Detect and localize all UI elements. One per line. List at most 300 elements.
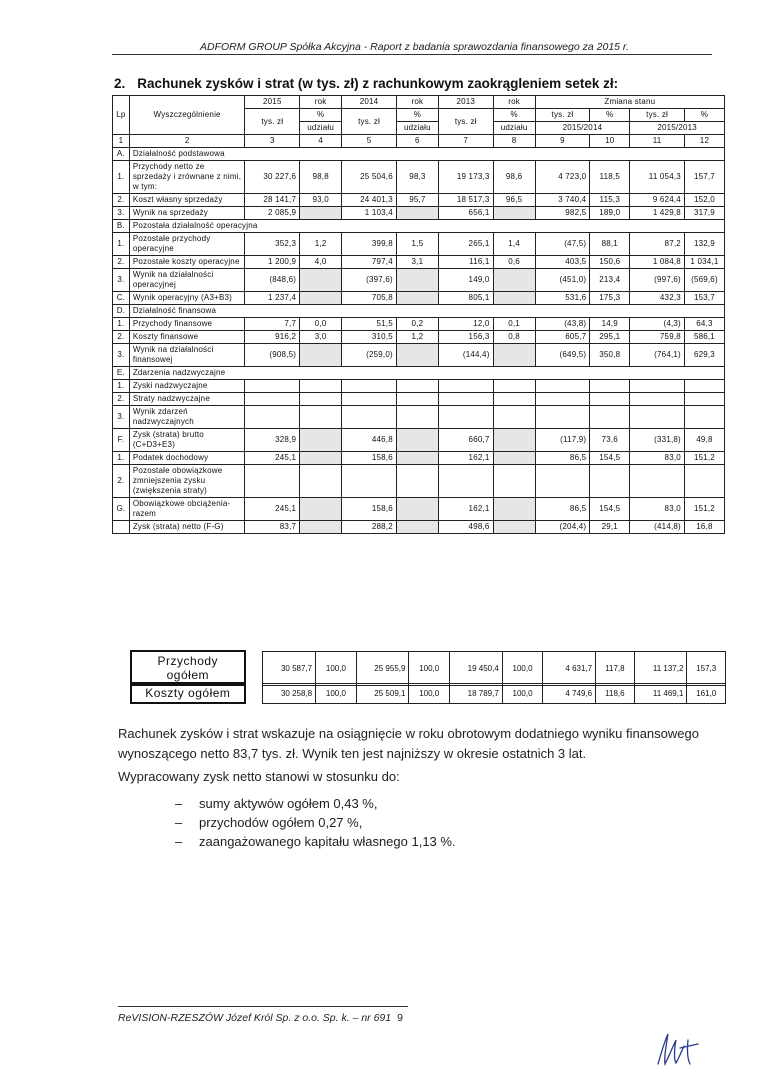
cell-value xyxy=(684,465,724,498)
cell-value: 158,6 xyxy=(342,452,397,465)
summary-value: 25 509,1 xyxy=(356,683,409,703)
cell-value: 1 034,1 xyxy=(684,256,724,269)
cell-value: 151,2 xyxy=(684,498,724,521)
summary-value: 11 137,2 xyxy=(634,651,687,685)
cell-value: 805,1 xyxy=(438,292,493,305)
cell-value: 28 141,7 xyxy=(245,194,300,207)
cell-value xyxy=(493,344,535,367)
column-number: 3 xyxy=(245,135,300,148)
cell-value: 19 173,3 xyxy=(438,161,493,194)
table-row xyxy=(113,318,725,331)
summary-value: 4 631,7 xyxy=(543,651,596,685)
cell-value: (451,0) xyxy=(535,269,590,292)
cell-value xyxy=(493,498,535,521)
cell-value xyxy=(245,393,300,406)
cell-value: 352,3 xyxy=(245,233,300,256)
table-row xyxy=(113,256,725,269)
row-lp: E. xyxy=(113,367,130,380)
cell-value: 1 200,9 xyxy=(245,256,300,269)
cell-value: (331,8) xyxy=(630,429,685,452)
summary-row xyxy=(131,683,726,703)
row-label: Pozostałe koszty operacyjne xyxy=(129,256,245,269)
row-label: Przychody netto ze sprzedaży i zrównane z nimi, w tym: xyxy=(129,161,245,194)
section-label: Działalność podstawowa xyxy=(129,148,724,161)
cell-value xyxy=(493,269,535,292)
cell-value: 12,0 xyxy=(438,318,493,331)
cell-value xyxy=(300,380,342,393)
table-row xyxy=(113,429,725,452)
cell-value xyxy=(300,452,342,465)
table-row xyxy=(113,233,725,256)
header-tys: tys. zł xyxy=(535,109,590,122)
header-rok: rok xyxy=(396,96,438,109)
list-item: – zaangażowanego kapitału własnego 1,13 %. xyxy=(175,834,456,849)
cell-value: 1 103,4 xyxy=(342,207,397,220)
footer-text: ReVISION-RZESZÓW Józef Król Sp. z o.o. Sp. k. – nr 691 xyxy=(118,1012,392,1024)
cell-value: 3,0 xyxy=(300,331,342,344)
table-row xyxy=(113,465,725,498)
cell-value: 87,2 xyxy=(630,233,685,256)
header-year-2015: 2015 xyxy=(245,96,300,109)
row-label: Koszt własny sprzedaży xyxy=(129,194,245,207)
section-row xyxy=(113,305,725,318)
cell-value xyxy=(590,380,630,393)
summary-value: 157,3 xyxy=(687,651,726,685)
cell-value: 118,5 xyxy=(590,161,630,194)
cell-value: 328,9 xyxy=(245,429,300,452)
cell-value: 1 084,8 xyxy=(630,256,685,269)
row-label: Obowiązkowe obciążenia-razem xyxy=(129,498,245,521)
cell-value xyxy=(342,380,397,393)
summary-value: 100,0 xyxy=(502,683,543,703)
cell-value: (117,9) xyxy=(535,429,590,452)
cell-value: 51,5 xyxy=(342,318,397,331)
row-lp: 1. xyxy=(113,380,130,393)
cell-value: (397,6) xyxy=(342,269,397,292)
summary-row xyxy=(131,651,726,685)
cell-value: 154,5 xyxy=(590,498,630,521)
paragraph-profit-ratio: Wypracowany zysk netto stanowi w stosunku do: xyxy=(118,769,400,784)
cell-value: 2 085,9 xyxy=(245,207,300,220)
cell-value: 317,9 xyxy=(684,207,724,220)
header-tys: tys. zł xyxy=(630,109,685,122)
row-lp: 3. xyxy=(113,269,130,292)
cell-value: 83,0 xyxy=(630,498,685,521)
cell-value: 64,3 xyxy=(684,318,724,331)
cell-value: 1 429,8 xyxy=(630,207,685,220)
list-item-text: zaangażowanego kapitału własnego 1,13 %. xyxy=(199,834,456,849)
cell-value xyxy=(493,207,535,220)
row-label: Przychody finansowe xyxy=(129,318,245,331)
cell-value xyxy=(300,521,342,534)
table-header xyxy=(113,96,725,148)
row-label: Pozostałe przychody operacyjne xyxy=(129,233,245,256)
cell-value: 151,2 xyxy=(684,452,724,465)
summary-value: 161,0 xyxy=(687,683,726,703)
row-label: Wynik na sprzedaży xyxy=(129,207,245,220)
cell-value xyxy=(493,292,535,305)
cell-value: 153,7 xyxy=(684,292,724,305)
summary-value: 118,6 xyxy=(596,683,635,703)
summary-value: 25 955,9 xyxy=(356,651,409,685)
row-lp: A. xyxy=(113,148,130,161)
cell-value xyxy=(493,380,535,393)
cell-value: 7,7 xyxy=(245,318,300,331)
column-number: 1 xyxy=(113,135,130,148)
cell-value xyxy=(535,393,590,406)
row-lp: 2. xyxy=(113,465,130,498)
summary-value: 18 789,7 xyxy=(450,683,503,703)
page-header: ADFORM GROUP Spółka Akcyjna - Raport z badania sprawozdania finansowego za 2015 r. xyxy=(200,41,629,53)
cell-value: 1,2 xyxy=(300,233,342,256)
header-description: Wyszczególnienie xyxy=(129,96,245,135)
column-number: 9 xyxy=(535,135,590,148)
cell-value: 132,9 xyxy=(684,233,724,256)
cell-value xyxy=(396,498,438,521)
cell-value: 4 723,0 xyxy=(535,161,590,194)
column-number: 4 xyxy=(300,135,342,148)
cell-value xyxy=(438,380,493,393)
cell-value xyxy=(300,429,342,452)
cell-value xyxy=(630,380,685,393)
cell-value: 629,3 xyxy=(684,344,724,367)
cell-value: 83,7 xyxy=(245,521,300,534)
header-rok: rok xyxy=(300,96,342,109)
summary-value: 100,0 xyxy=(316,683,357,703)
table-row xyxy=(113,207,725,220)
paragraph-net-result: Rachunek zysków i strat wskazuje na osiągnięcie w roku obrotowym dodatniego wyniku finansowego wynoszącego netto 83,7 tys. zł. Wynik ten jest najniższy w okresie ostatnich 3 lat. xyxy=(118,726,699,761)
list-item-text: sumy aktywów ogółem 0,43 %, xyxy=(199,796,378,811)
cell-value xyxy=(493,521,535,534)
cell-value xyxy=(396,429,438,452)
table-row xyxy=(113,521,725,534)
row-lp: 2. xyxy=(113,256,130,269)
list-item: – sumy aktywów ogółem 0,43 %, xyxy=(175,796,378,811)
cell-value xyxy=(535,380,590,393)
cell-value: 116,1 xyxy=(438,256,493,269)
cell-value: 152,0 xyxy=(684,194,724,207)
cell-value: 656,1 xyxy=(438,207,493,220)
cell-value xyxy=(493,429,535,452)
summary-costs-table xyxy=(130,682,726,704)
cell-value xyxy=(438,393,493,406)
cell-value xyxy=(493,393,535,406)
row-label: Zysk (strata) netto (F-G) xyxy=(129,521,245,534)
summary-value: 100,0 xyxy=(409,651,450,685)
cell-value xyxy=(300,292,342,305)
header-tys: tys. zł xyxy=(438,109,493,135)
cell-value: 0,8 xyxy=(493,331,535,344)
column-numbers-row xyxy=(113,135,725,148)
column-number: 10 xyxy=(590,135,630,148)
row-lp: F. xyxy=(113,429,130,452)
cell-value: 88,1 xyxy=(590,233,630,256)
summary-value: 11 469,1 xyxy=(634,683,687,703)
cell-value: 759,8 xyxy=(630,331,685,344)
summary-revenues-table xyxy=(130,650,726,686)
header-tys: tys. zł xyxy=(342,109,397,135)
cell-value xyxy=(396,393,438,406)
row-lp: 1. xyxy=(113,161,130,194)
cell-value: 158,6 xyxy=(342,498,397,521)
list-item: – przychodów ogółem 0,27 %, xyxy=(175,815,363,830)
column-number: 7 xyxy=(438,135,493,148)
section-label: Zdarzenia nadzwyczajne xyxy=(129,367,724,380)
column-number: 2 xyxy=(129,135,245,148)
summary-gap xyxy=(245,683,263,703)
cell-value: 916,2 xyxy=(245,331,300,344)
row-lp: 2. xyxy=(113,331,130,344)
cell-value: (908,5) xyxy=(245,344,300,367)
cell-value: 98,8 xyxy=(300,161,342,194)
section-label: Działalność finansowa xyxy=(129,305,724,318)
cell-value xyxy=(590,406,630,429)
cell-value: (204,4) xyxy=(535,521,590,534)
cell-value: 605,7 xyxy=(535,331,590,344)
cell-value: 162,1 xyxy=(438,452,493,465)
signature-initials xyxy=(652,1030,702,1070)
row-lp: 1. xyxy=(113,452,130,465)
cell-value xyxy=(396,292,438,305)
header-period-2015-2013: 2015/2013 xyxy=(630,122,725,135)
summary-value: 117,8 xyxy=(596,651,635,685)
table-row xyxy=(113,161,725,194)
cell-value xyxy=(300,406,342,429)
column-number: 11 xyxy=(630,135,685,148)
summary-gap xyxy=(245,651,263,685)
summary-value: 4 749,6 xyxy=(543,683,596,703)
cell-value: 1,2 xyxy=(396,331,438,344)
header-pct: % xyxy=(396,109,438,122)
row-label: Zyski nadzwyczajne xyxy=(129,380,245,393)
cell-value: 432,3 xyxy=(630,292,685,305)
cell-value: 175,3 xyxy=(590,292,630,305)
summary-value: 30 587,7 xyxy=(263,651,316,685)
row-label: Pozostałe obowiązkowe zmniejszenia zysku (zwiększenia straty) xyxy=(129,465,245,498)
cell-value xyxy=(493,465,535,498)
cell-value: 154,5 xyxy=(590,452,630,465)
row-lp: 1. xyxy=(113,233,130,256)
row-lp: 3. xyxy=(113,406,130,429)
cell-value: 0,0 xyxy=(300,318,342,331)
cell-value: 288,2 xyxy=(342,521,397,534)
cell-value: (414,8) xyxy=(630,521,685,534)
section-title xyxy=(114,76,618,91)
cell-value xyxy=(342,393,397,406)
row-lp: B. xyxy=(113,220,130,233)
summary-value: 30 258,8 xyxy=(263,683,316,703)
cell-value: 189,0 xyxy=(590,207,630,220)
header-year-2014: 2014 xyxy=(342,96,397,109)
cell-value: 156,3 xyxy=(438,331,493,344)
row-label: Wynik na działalności operacyjnej xyxy=(129,269,245,292)
section-row xyxy=(113,367,725,380)
summary-value: 19 450,4 xyxy=(450,651,503,685)
cell-value xyxy=(590,393,630,406)
header-rule xyxy=(112,54,712,55)
header-rok: rok xyxy=(493,96,535,109)
cell-value: 29,1 xyxy=(590,521,630,534)
cell-value xyxy=(684,380,724,393)
cell-value xyxy=(630,393,685,406)
cell-value xyxy=(396,406,438,429)
cell-value: 498,6 xyxy=(438,521,493,534)
cell-value: 24 401,3 xyxy=(342,194,397,207)
cell-value: 73,6 xyxy=(590,429,630,452)
cell-value: (43,8) xyxy=(535,318,590,331)
cell-value: (764,1) xyxy=(630,344,685,367)
cell-value: (47,5) xyxy=(535,233,590,256)
table-row xyxy=(113,393,725,406)
cell-value: 982,5 xyxy=(535,207,590,220)
cell-value xyxy=(590,465,630,498)
cell-value: 98,3 xyxy=(396,161,438,194)
header-pct: % xyxy=(493,109,535,122)
cell-value: 797,4 xyxy=(342,256,397,269)
cell-value: 265,1 xyxy=(438,233,493,256)
table-row xyxy=(113,194,725,207)
row-label: Zysk (strata) brutto (C+D3+E3) xyxy=(129,429,245,452)
table-row xyxy=(113,452,725,465)
cell-value: 245,1 xyxy=(245,452,300,465)
cell-value: 96,5 xyxy=(493,194,535,207)
cell-value xyxy=(300,393,342,406)
cell-value: 1,5 xyxy=(396,233,438,256)
cell-value: 295,1 xyxy=(590,331,630,344)
cell-value: (997,6) xyxy=(630,269,685,292)
cell-value xyxy=(493,452,535,465)
cell-value: 14,9 xyxy=(590,318,630,331)
cell-value: 86,5 xyxy=(535,452,590,465)
cell-value xyxy=(396,521,438,534)
cell-value xyxy=(684,393,724,406)
cell-value xyxy=(342,465,397,498)
cell-value xyxy=(245,380,300,393)
cell-value: 93,0 xyxy=(300,194,342,207)
row-lp xyxy=(113,521,130,534)
column-number: 5 xyxy=(342,135,397,148)
cell-value: 1,4 xyxy=(493,233,535,256)
cell-value: 11 054,3 xyxy=(630,161,685,194)
cell-value xyxy=(396,465,438,498)
cell-value xyxy=(438,465,493,498)
table-row xyxy=(113,344,725,367)
summary-label: Koszty ogółem xyxy=(131,683,245,703)
row-lp: 3. xyxy=(113,344,130,367)
header-year-2013: 2013 xyxy=(438,96,493,109)
cell-value xyxy=(300,269,342,292)
section-title-text: Rachunek zysków i strat (w tys. zł) z rachunkowym zaokrągleniem setek zł: xyxy=(137,76,619,91)
cell-value: 162,1 xyxy=(438,498,493,521)
cell-value: 660,7 xyxy=(438,429,493,452)
cell-value: 95,7 xyxy=(396,194,438,207)
cell-value: 705,8 xyxy=(342,292,397,305)
section-row xyxy=(113,148,725,161)
row-label: Straty nadzwyczajne xyxy=(129,393,245,406)
summary-label: Przychody ogółem xyxy=(131,651,245,685)
cell-value xyxy=(535,406,590,429)
cell-value: 531,6 xyxy=(535,292,590,305)
table-body xyxy=(113,148,725,534)
cell-value: 115,3 xyxy=(590,194,630,207)
cell-value: 83,0 xyxy=(630,452,685,465)
cell-value: 150,6 xyxy=(590,256,630,269)
row-label: Wynik zdarzeń nadzwyczajnych xyxy=(129,406,245,429)
cell-value xyxy=(396,207,438,220)
cell-value xyxy=(245,406,300,429)
header-tys: tys. zł xyxy=(245,109,300,135)
row-label: Koszty finansowe xyxy=(129,331,245,344)
row-lp: 2. xyxy=(113,194,130,207)
cell-value xyxy=(245,465,300,498)
row-label: Wynik na działalności finansowej xyxy=(129,344,245,367)
section-row xyxy=(113,220,725,233)
cell-value: 25 504,6 xyxy=(342,161,397,194)
cell-value: 1 237,4 xyxy=(245,292,300,305)
summary-value: 100,0 xyxy=(316,651,357,685)
cell-value: 4,0 xyxy=(300,256,342,269)
cell-value: (144,4) xyxy=(438,344,493,367)
table-row xyxy=(113,331,725,344)
row-lp: 1. xyxy=(113,318,130,331)
header-udzialu: udziału xyxy=(300,122,342,135)
cell-value: 3 740,4 xyxy=(535,194,590,207)
cell-value xyxy=(630,465,685,498)
cell-value xyxy=(300,498,342,521)
cell-value: 586,1 xyxy=(684,331,724,344)
cell-value: 3,1 xyxy=(396,256,438,269)
row-lp: D. xyxy=(113,305,130,318)
summary-value: 100,0 xyxy=(502,651,543,685)
list-item-text: przychodów ogółem 0,27 %, xyxy=(199,815,363,830)
cell-value: 213,4 xyxy=(590,269,630,292)
cell-value: 399,8 xyxy=(342,233,397,256)
ratio-list xyxy=(175,794,456,851)
cell-value: (4,3) xyxy=(630,318,685,331)
cell-value xyxy=(396,269,438,292)
cell-value: 446,8 xyxy=(342,429,397,452)
cell-value xyxy=(300,207,342,220)
column-number: 12 xyxy=(684,135,724,148)
cell-value: 157,7 xyxy=(684,161,724,194)
cell-value xyxy=(684,406,724,429)
footer-rule xyxy=(118,1006,408,1007)
table-row xyxy=(113,406,725,429)
cell-value: 16,8 xyxy=(684,521,724,534)
cell-value: 310,5 xyxy=(342,331,397,344)
cell-value: (569,6) xyxy=(684,269,724,292)
page-number: 9 xyxy=(397,1012,403,1024)
cell-value: 0,2 xyxy=(396,318,438,331)
cell-value: 9 624,4 xyxy=(630,194,685,207)
cell-value xyxy=(396,344,438,367)
cell-value xyxy=(300,465,342,498)
row-label: Wynik operacyjny (A3+B3) xyxy=(129,292,245,305)
cell-value xyxy=(493,406,535,429)
table-row xyxy=(113,269,725,292)
cell-value: 86,5 xyxy=(535,498,590,521)
row-lp: G. xyxy=(113,498,130,521)
row-label: Podatek dochodowy xyxy=(129,452,245,465)
cell-value: 0,1 xyxy=(493,318,535,331)
cell-value: 350,8 xyxy=(590,344,630,367)
row-lp: 3. xyxy=(113,207,130,220)
header-udzialu: udziału xyxy=(396,122,438,135)
cell-value xyxy=(535,465,590,498)
header-pct: % xyxy=(684,109,724,122)
header-lp: Lp xyxy=(113,96,130,135)
cell-value xyxy=(300,344,342,367)
